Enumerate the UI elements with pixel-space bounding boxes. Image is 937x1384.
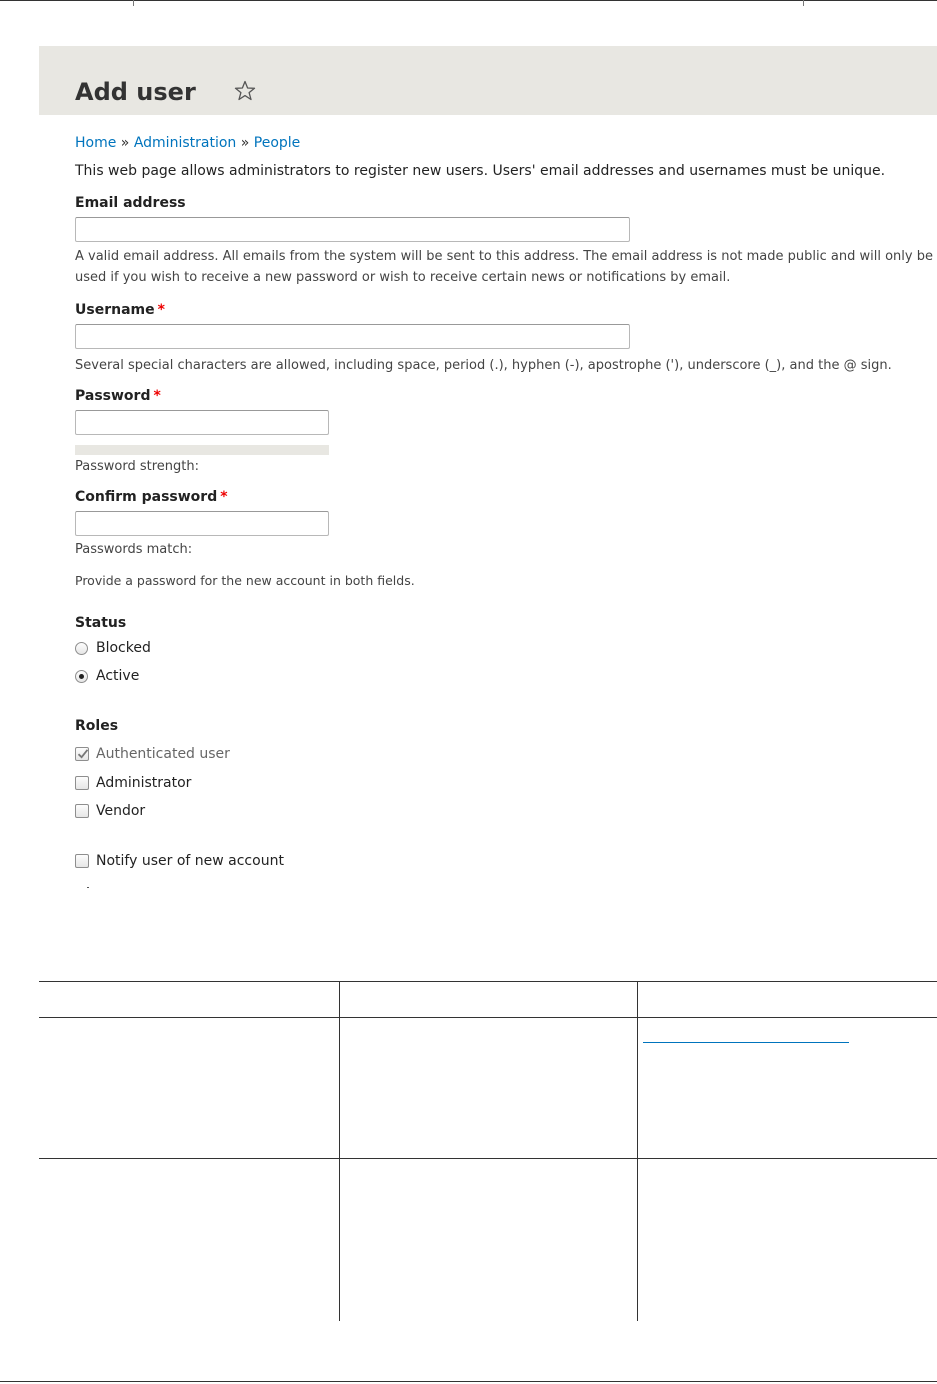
status-option-label: Blocked [96,640,151,656]
role-option-label: Authenticated user [96,746,230,762]
table-row-border [39,1158,937,1159]
checkbox-administrator[interactable] [75,776,89,790]
email-field[interactable] [75,217,630,242]
table-header-border [39,1017,937,1018]
top-tick [133,0,134,6]
username-description: Several special characters are allowed, including space, period (.), hyphen (-), apostrophe ('), underscore (_), and the @ sign. [75,358,892,373]
status-option-label: Active [96,668,140,684]
radio-blocked[interactable] [75,642,88,655]
username-field[interactable] [75,324,630,349]
role-option-label: Administrator [96,775,192,791]
notify-option[interactable] [75,853,284,869]
bottom-rule [0,1381,937,1382]
roles-label: Roles [75,718,119,734]
radio-active[interactable] [75,670,88,683]
breadcrumb-separator: » [240,135,250,151]
table-column-divider [339,981,340,1321]
table-cell-link[interactable] [643,1042,849,1043]
password-label-text: Password [75,388,151,404]
table-column-divider [637,981,638,1321]
role-option-authenticated [75,746,230,762]
email-description: A valid email address. All emails from the system will be sent to this address. The email address is not made public and will only be used if you wish to receive a new password or wish to receive certain news or notifications by email. [75,249,933,285]
role-option-administrator[interactable] [75,775,191,791]
confirm-password-label [75,489,228,505]
username-label [75,302,165,318]
page-title: Add user [75,78,196,106]
password-hint: Provide a password for the new account in both fields. [75,573,415,588]
checkbox-notify[interactable] [75,854,89,868]
role-option-label: Vendor [96,803,146,819]
status-option-active[interactable] [75,668,139,684]
table-top-border [39,981,937,982]
page-intro: This web page allows administrators to register new users. Users' email addresses and usernames must be unique. [75,163,886,179]
checkbox-authenticated [75,747,89,761]
email-label: Email address [75,195,186,211]
required-mark: * [153,388,161,404]
breadcrumb-people[interactable]: People [253,135,301,151]
top-tick [803,0,804,6]
star-icon[interactable] [233,79,257,103]
breadcrumb-administration[interactable]: Administration [133,135,237,151]
notify-label: Notify user of new account [96,853,284,869]
password-label [75,388,161,404]
confirm-password-label-text: Confirm password [75,489,218,505]
stray-mark [87,887,89,888]
page-header [39,46,937,115]
username-label-text: Username [75,302,155,318]
breadcrumb-home[interactable]: Home [75,135,117,151]
top-rule [0,0,937,1]
breadcrumb-separator: » [120,135,130,151]
status-label: Status [75,615,127,631]
role-option-vendor[interactable] [75,803,145,819]
password-strength-label: Password strength: [75,459,199,474]
required-mark: * [157,302,165,318]
required-mark: * [220,489,228,505]
status-option-blocked[interactable] [75,640,151,656]
password-field[interactable] [75,410,329,435]
confirm-password-field[interactable] [75,511,329,536]
breadcrumb [75,135,300,151]
passwords-match-label: Passwords match: [75,542,193,557]
password-strength-bar [75,445,329,455]
checkbox-vendor[interactable] [75,804,89,818]
